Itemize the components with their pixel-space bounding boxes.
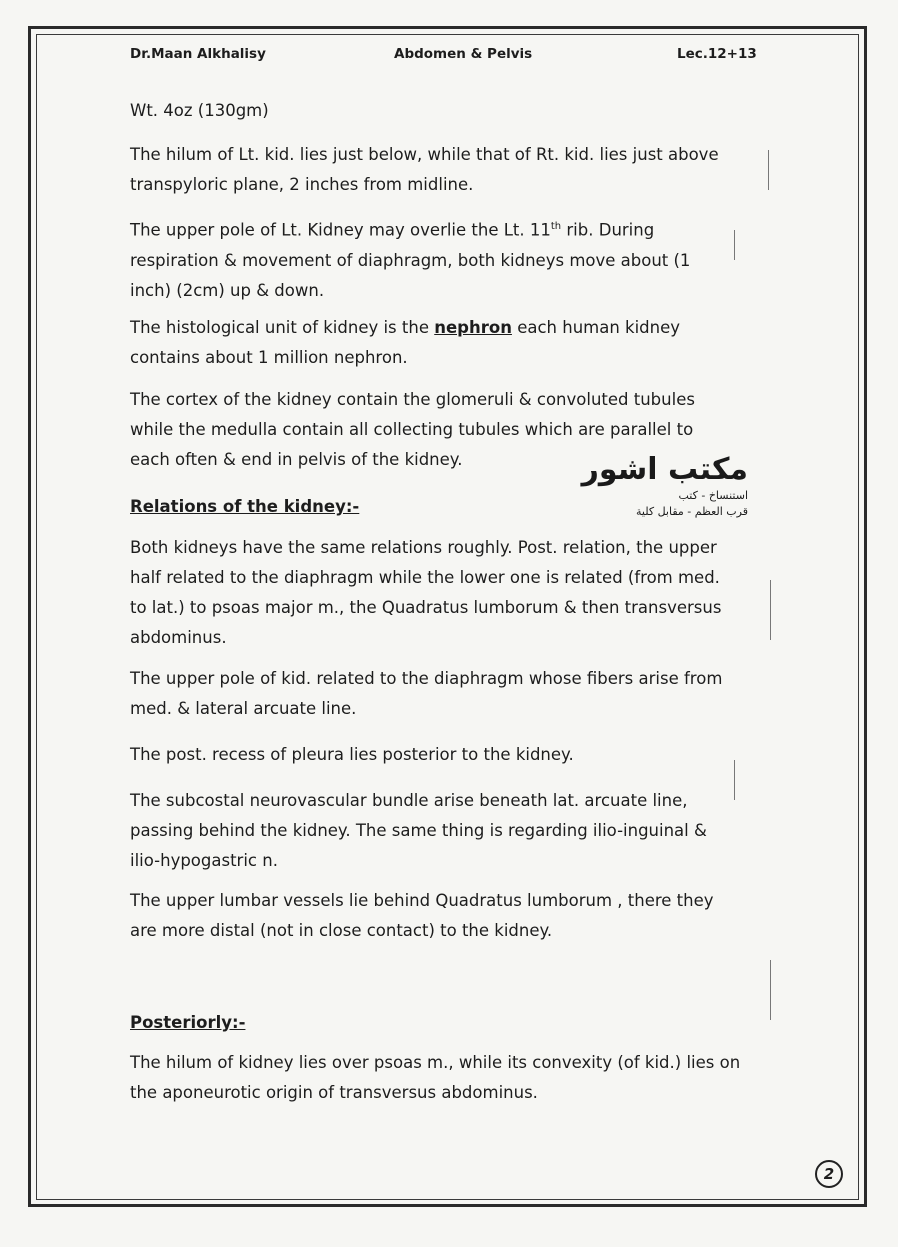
- paragraph-subcostal: [130, 786, 707, 876]
- text-fragment: each human kidney: [511, 318, 681, 337]
- text-line: passing behind the kidney. The same thing is regarding ilio-inguinal &: [130, 821, 707, 840]
- paragraph-post-recess: [130, 740, 574, 770]
- text-fragment: The histological unit of kidney is the: [130, 318, 435, 337]
- scan-speck: [768, 150, 769, 190]
- text-line: [130, 212, 690, 246]
- text-line: half related to the diaphragm while the lower one is related (from med.: [130, 568, 720, 587]
- nephron-term: nephron: [434, 318, 512, 337]
- paragraph-weight: [130, 96, 269, 126]
- paragraph-upper-pole: [130, 212, 690, 306]
- text-line: are more distal (not in close contact) to the kidney.: [130, 921, 553, 940]
- page-number: 2: [815, 1160, 843, 1188]
- text-line: to lat.) to psoas major m., the Quadratus lumborum & then transversus: [130, 598, 722, 617]
- text-line: abdominus.: [130, 628, 227, 647]
- stamp-name: مكتب اشور: [581, 452, 748, 487]
- scan-speck: [734, 230, 735, 260]
- text-fragment: rib. During: [561, 220, 655, 240]
- stamp-line: قرب العظم - مقابل كلية: [636, 505, 748, 518]
- header-lecture: Lec.12+13: [677, 46, 757, 62]
- text-line: Both kidneys have the same relations roughly. Post. relation, the upper: [130, 538, 717, 557]
- text-line: The subcostal neurovascular bundle arise beneath lat. arcuate line,: [130, 791, 688, 810]
- scan-speck: [770, 960, 771, 1020]
- text-line: The upper lumbar vessels lie behind Quadratus lumborum , there they: [130, 891, 714, 910]
- text-fragment: The upper pole of Lt. Kidney may overlie the Lt. 11: [130, 220, 551, 240]
- text-line: [130, 313, 680, 343]
- posteriorly-heading: [130, 1008, 245, 1038]
- paragraph-hilum: [130, 140, 719, 200]
- text-line: med. & lateral arcuate line.: [130, 699, 357, 718]
- text-line: while the medulla contain all collecting tubules which are parallel to: [130, 420, 694, 439]
- section-heading: Relations of the kidney:-: [130, 497, 360, 516]
- text-line: inch) (2cm) up & down.: [130, 280, 325, 300]
- section-heading: Posteriorly:-: [130, 1013, 246, 1032]
- text-line: The hilum of kidney lies over psoas m., while its convexity (of kid.) lies on: [130, 1053, 741, 1072]
- text-line: each often & end in pelvis of the kidney.: [130, 450, 463, 469]
- stamp-line: استنساخ - كتب: [678, 489, 748, 502]
- text-line: The post. recess of pleura lies posterior to the kidney.: [130, 745, 574, 764]
- text-line: ilio-hypogastric n.: [130, 851, 278, 870]
- paragraph-histology: [130, 313, 680, 373]
- header-subject: Abdomen & Pelvis: [394, 46, 533, 62]
- text-line: the aponeurotic origin of transversus abdominus.: [130, 1083, 538, 1102]
- header-author: Dr.Maan Alkhalisy: [130, 46, 266, 62]
- paragraph-hilum-convexity: [130, 1048, 740, 1108]
- text-line: The upper pole of kid. related to the diaphragm whose fibers arise from: [130, 669, 723, 688]
- paragraph-upper-lumbar: [130, 886, 714, 946]
- text-line: respiration & movement of diaphragm, both kidneys move about (1: [130, 250, 691, 270]
- paragraph-both-kidneys: [130, 533, 721, 653]
- text-line: contains about 1 million nephron.: [130, 348, 408, 367]
- text-line: The hilum of Lt. kid. lies just below, while that of Rt. kid. lies just above: [130, 145, 719, 164]
- scan-speck: [734, 760, 735, 800]
- scan-speck: [770, 580, 771, 640]
- superscript: th: [550, 221, 562, 232]
- relations-heading: [130, 492, 359, 522]
- weight-text: Wt. 4oz (130gm): [130, 101, 269, 120]
- bookshop-stamp: [538, 452, 748, 522]
- text-line: transpyloric plane, 2 inches from midline.: [130, 175, 474, 194]
- paragraph-upper-pole-kid: [130, 664, 722, 724]
- text-line: The cortex of the kidney contain the glomeruli & convoluted tubules: [130, 390, 695, 409]
